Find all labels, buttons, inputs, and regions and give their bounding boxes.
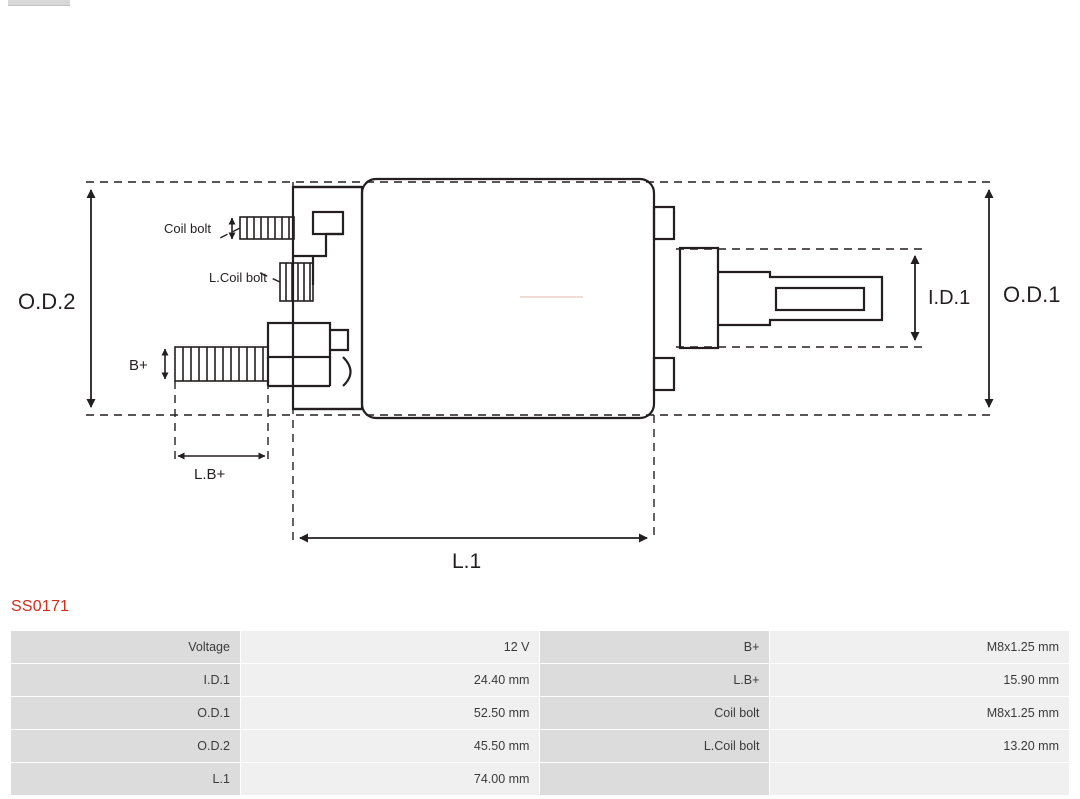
spec-value: M8x1.25 mm [770, 631, 1070, 664]
spec-label: L.Coil bolt [540, 730, 770, 763]
spec-value: 74.00 mm [240, 763, 540, 796]
callout-b-plus [129, 349, 165, 379]
dimension-label-id1: I.D.1 [928, 287, 971, 309]
spec-label: I.D.1 [11, 664, 241, 697]
dimension-id1 [915, 256, 970, 340]
table-row [11, 697, 1070, 730]
b-plus-thread [175, 347, 268, 381]
spec-value: 12 V [240, 631, 540, 664]
coil-bolt-thread [240, 217, 294, 239]
spec-label: O.D.2 [11, 730, 241, 763]
table-row [11, 664, 1070, 697]
spec-value: 15.90 mm [770, 664, 1070, 697]
callout-label-coil-bolt: Coil bolt [164, 221, 211, 236]
spec-label: B+ [540, 631, 770, 664]
spec-label: L.B+ [540, 664, 770, 697]
solenoid-body-outline [362, 179, 654, 418]
table-row [11, 763, 1070, 796]
spec-value: 52.50 mm [240, 697, 540, 730]
dimension-l1 [300, 538, 647, 573]
dimension-l-b-plus [178, 456, 265, 483]
spec-label: Voltage [11, 631, 241, 664]
spec-value-empty [770, 763, 1070, 796]
dimension-od1 [989, 190, 1060, 407]
dimension-od2 [18, 190, 91, 407]
dimension-label-od2: O.D.2 [18, 289, 76, 314]
spec-value: 13.20 mm [770, 730, 1070, 763]
dimension-label-l1: L.1 [452, 550, 482, 573]
part-code: SS0171 [11, 598, 70, 615]
spec-value: M8x1.25 mm [770, 697, 1070, 730]
table-row [11, 730, 1070, 763]
callout-coil-bolt [164, 218, 232, 239]
spec-value: 45.50 mm [240, 730, 540, 763]
spec-label-empty [540, 763, 770, 796]
solenoid-right-plunger [654, 207, 882, 390]
spec-label: Coil bolt [540, 697, 770, 730]
callout-label-l-coil-bolt: L.Coil bolt [209, 270, 267, 285]
spec-label: L.1 [11, 763, 241, 796]
spec-value: 24.40 mm [240, 664, 540, 697]
specifications-table [10, 630, 1070, 796]
table-row [11, 631, 1070, 664]
callout-label-b-plus: B+ [129, 357, 148, 374]
l-coil-bolt-thread [280, 263, 313, 301]
callout-l-coil-bolt [209, 270, 267, 285]
dimension-label-l-b-plus: L.B+ [194, 466, 226, 483]
spec-label: O.D.1 [11, 697, 241, 730]
dimension-label-od1: O.D.1 [1003, 282, 1061, 307]
